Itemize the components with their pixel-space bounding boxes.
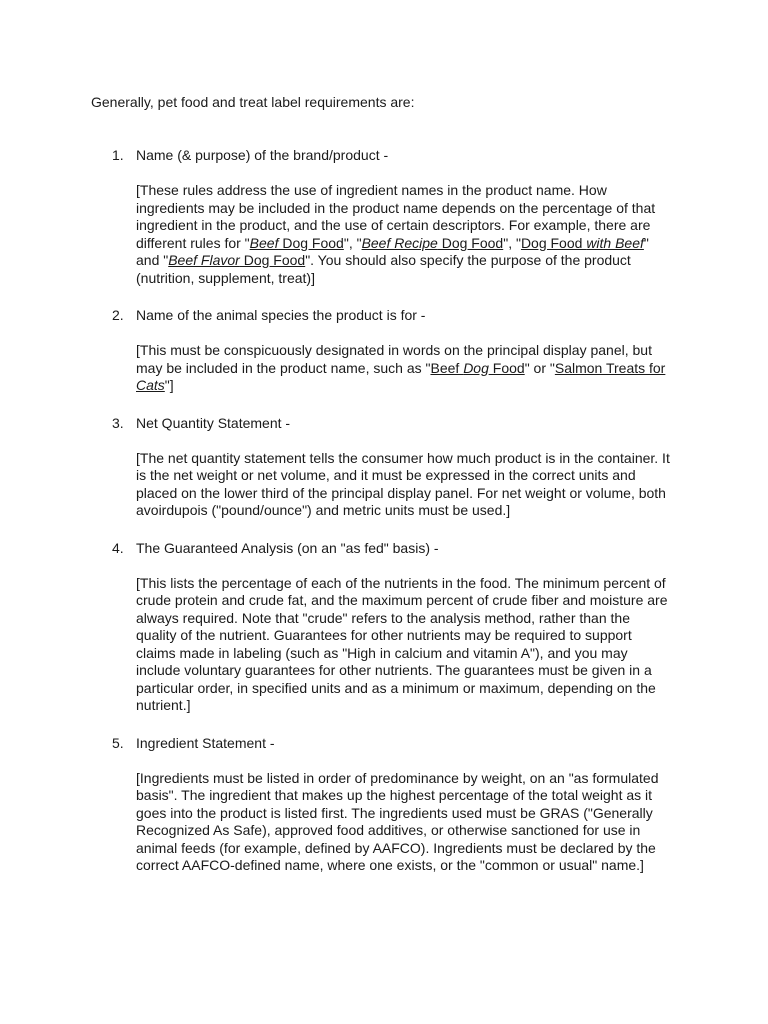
requirement-item xyxy=(112,539,672,715)
emphasized-product-name: Salmon Treats for xyxy=(554,359,666,376)
requirement-item xyxy=(112,146,672,287)
requirement-title: Net Quantity Statement - xyxy=(136,414,291,431)
requirement-item xyxy=(112,306,672,395)
description-text: [This must be conspicuously designated in words on the principal display panel, but may be included in the product name, such as " xyxy=(136,342,652,376)
requirement-title: The Guaranteed Analysis (on an "as fed" basis) - xyxy=(136,539,439,556)
description-text: " or " xyxy=(524,359,555,376)
emphasized-product-name: Food xyxy=(488,359,525,376)
description-text: "] xyxy=(164,377,174,393)
emphasized-product-name: Dog Food xyxy=(520,234,587,251)
emphasized-product-name: Dog Food xyxy=(239,252,306,268)
description-text: [This lists the percentage of each of the nutrients in the food. The minimum percent of crude protein and crude fat, and the maximum percent of crude fiber and moisture are always required. Note that "crude" refers to the analysis method, rather than the quality of the nutrient. Guarantees for other nutrients may be required to support claims made in labeling (such as "High in calcium and vitamin A"), and you may include voluntary guarantees for other nutrients. The guarantees must be given in a particular order, in specified units and as a minimum or maximum, depending on the nutrient.] xyxy=(136,574,668,713)
description-text: " and " xyxy=(136,234,649,268)
requirement-number: 1. xyxy=(112,147,124,163)
requirements-list xyxy=(112,146,672,894)
emphasized-product-name: Beef Flavor xyxy=(168,252,240,268)
requirement-number: 5. xyxy=(112,734,124,751)
emphasized-product-name: Beef xyxy=(430,359,464,376)
requirement-item xyxy=(112,414,672,520)
requirement-description xyxy=(136,575,672,715)
description-text: [The net quantity statement tells the consumer how much product is in the container. It is the net weight or net volume, and it must be expressed in the correct units and placed on the lower third of the principal display panel. For net weight or volume, both avoirdupois ("pound/ounce") and metric units must be used.] xyxy=(136,449,670,518)
requirement-item xyxy=(112,734,672,875)
description-text: ". You should also specify the purpose of the product (nutrition, supplement, treat)] xyxy=(136,252,631,286)
emphasized-product-name: Dog Food xyxy=(278,234,344,251)
description-text: ", " xyxy=(343,234,362,251)
requirement-title: Name of the animal species the product is for - xyxy=(136,307,426,323)
emphasized-product-name: Dog xyxy=(463,359,489,376)
requirement-number: 2. xyxy=(112,307,124,323)
requirement-description xyxy=(136,342,672,395)
requirement-number: 3. xyxy=(112,414,124,431)
emphasized-product-name: Beef Recipe xyxy=(361,234,438,251)
description-text: ", " xyxy=(503,234,521,251)
description-text: [Ingredients must be listed in order of predominance by weight, on an "as formulated basis". The ingredient that makes up the highest percentage of the total weight as it goes into the product is listed first. The ingredients used must be GRAS ("Generally Recognized As Safe), approved food additives, or otherwise sanctioned for use in animal feeds (for example, defined by AAFCO). Ingredients must be declared by the correct AAFCO-defined name, where one exists, or the "common or usual" name.] xyxy=(136,769,659,873)
description-text: [These rules address the use of ingredient names in the product name. How ingredients may be included in the product name depends on the percentage of that ingredient in the product, and the use of certain descriptors. For example, there are different rules for " xyxy=(136,182,656,251)
emphasized-product-name: Dog Food xyxy=(437,234,504,251)
emphasized-product-name: Beef xyxy=(249,234,279,251)
emphasized-product-name: Cats xyxy=(136,377,165,393)
requirement-title: Name (& purpose) of the brand/product - xyxy=(136,147,389,163)
requirement-description xyxy=(136,770,672,875)
requirement-title: Ingredient Statement - xyxy=(136,734,275,751)
requirement-number: 4. xyxy=(112,539,124,556)
requirement-description xyxy=(136,450,672,520)
intro-text: Generally, pet food and treat label requirements are: xyxy=(91,94,415,110)
emphasized-product-name: with Beef xyxy=(586,234,644,251)
requirement-description xyxy=(136,182,672,287)
